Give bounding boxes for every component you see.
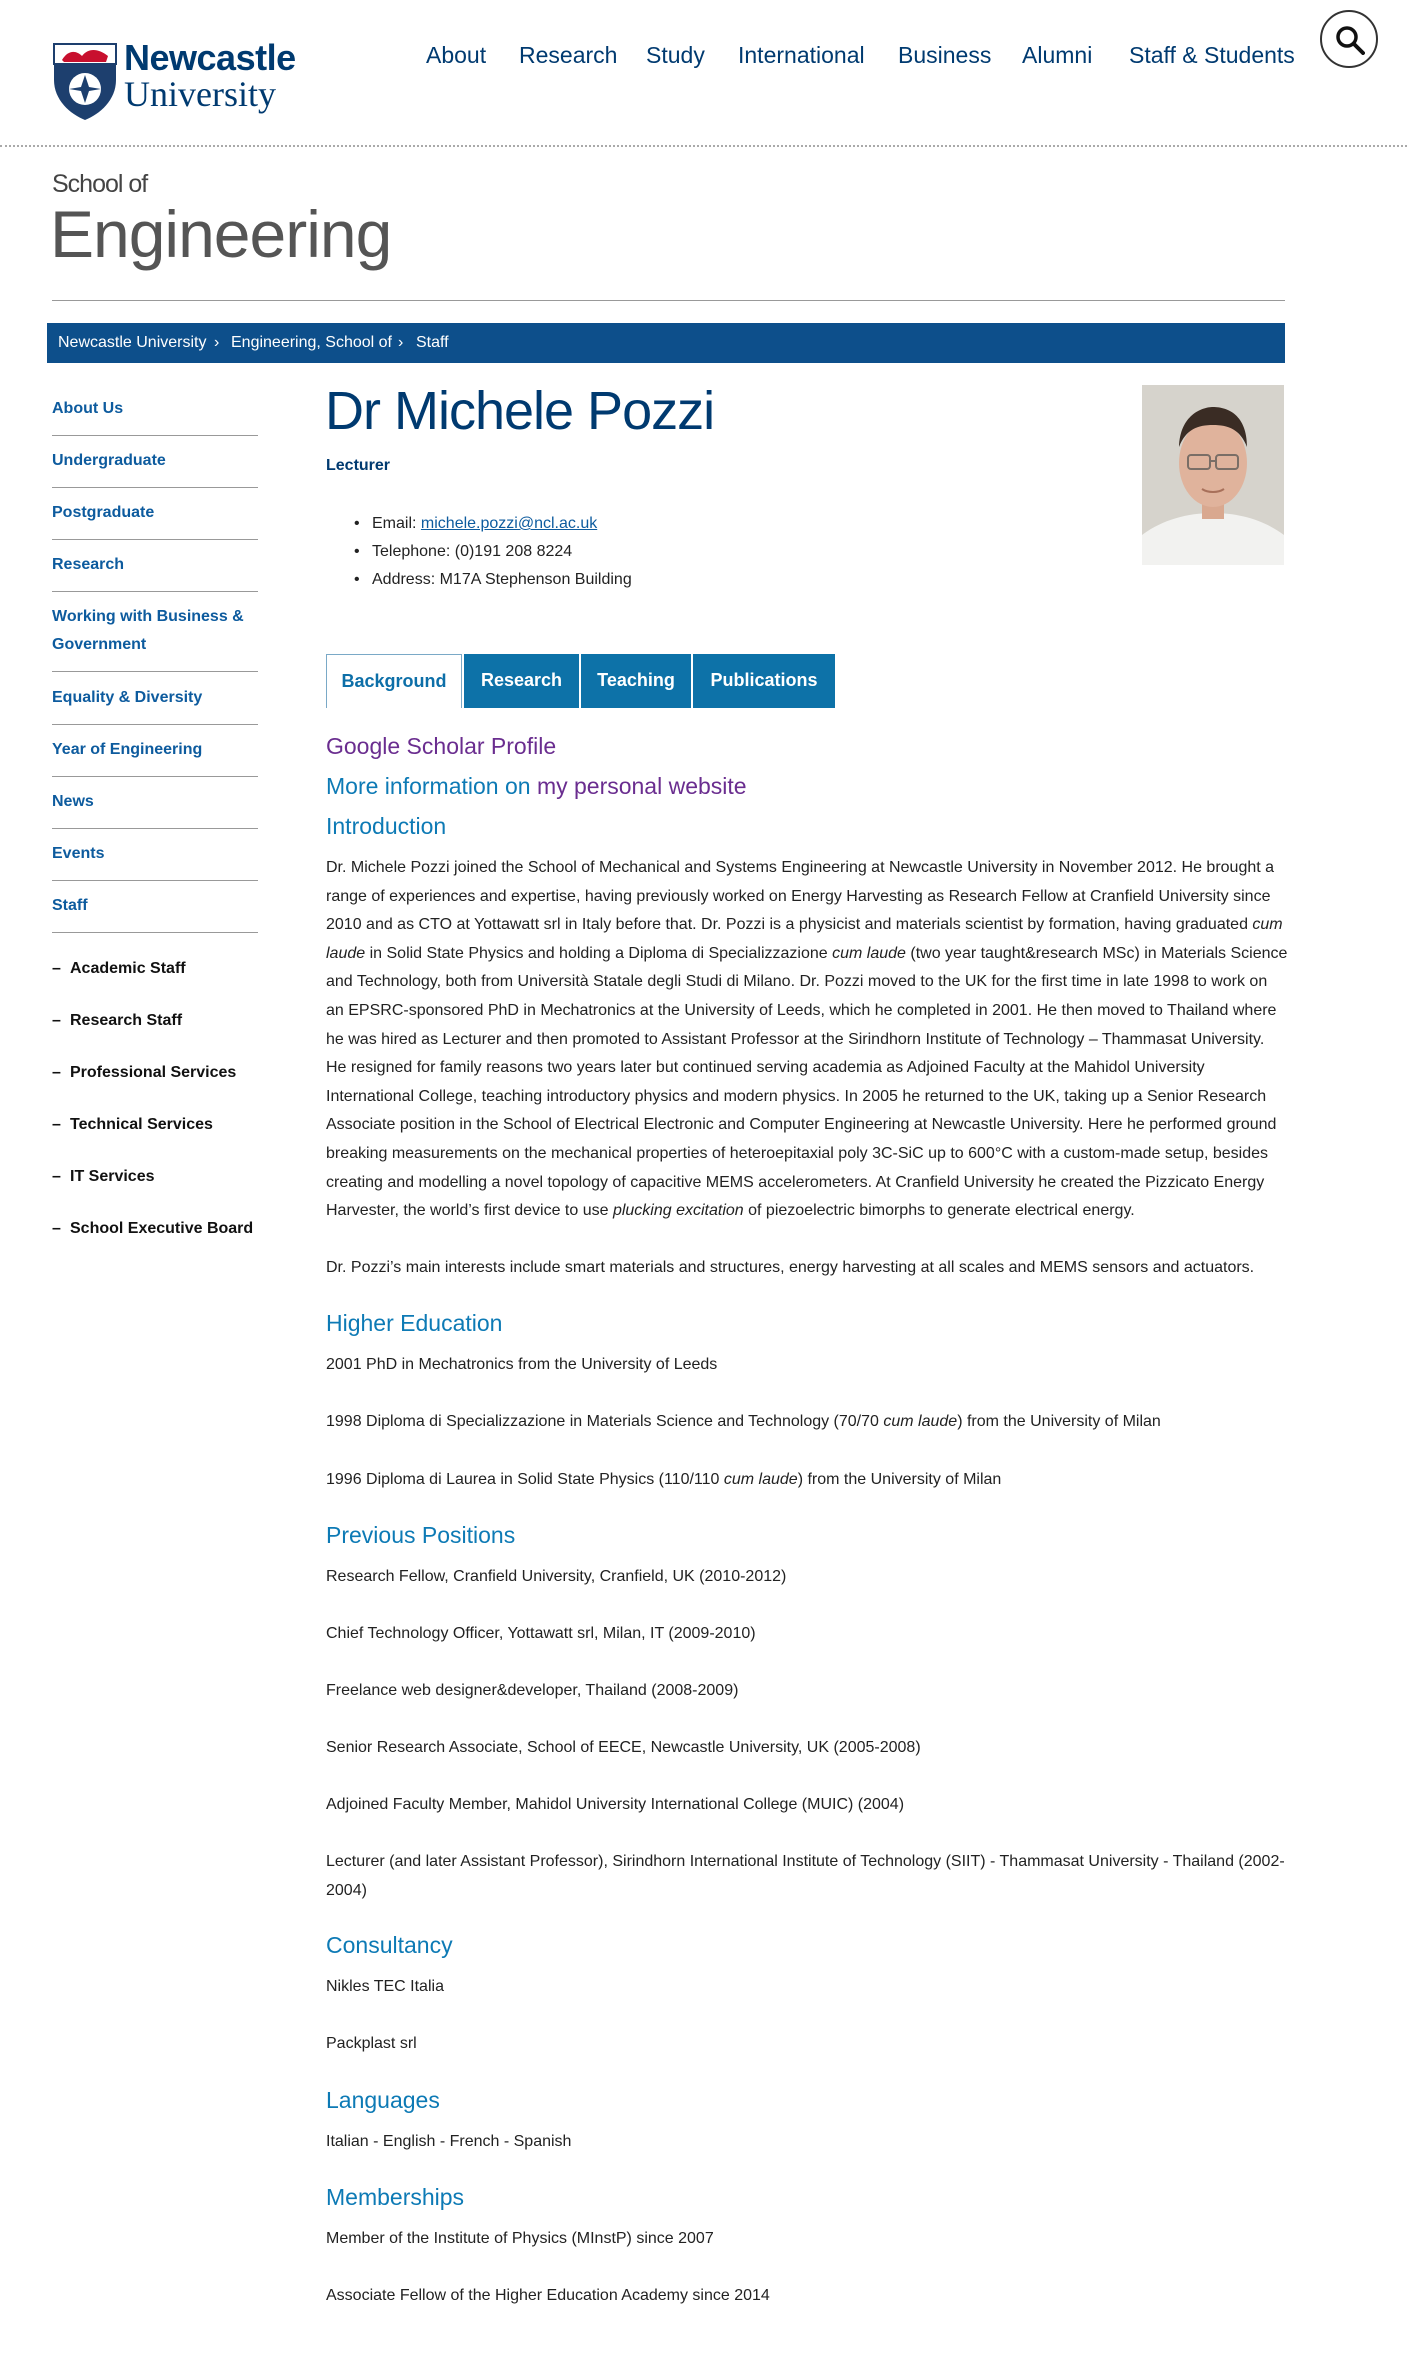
email-link[interactable]: michele.pozzi@ncl.ac.uk — [420, 515, 598, 532]
sidebar-subitem-label: Professional Services — [70, 1064, 237, 1081]
position-item: Adjoined Faculty Member, Mahidol University International College (MUIC) (2004) — [326, 1796, 905, 1813]
contact-telephone: • Telephone: (0)191 208 8224 — [354, 538, 632, 566]
intro-text: in Solid State Physics and holding a Diploma di Specializzazione — [365, 944, 833, 962]
profile-photo — [1142, 385, 1284, 565]
education-item — [326, 1466, 1288, 1495]
nav-study[interactable]: Study — [646, 42, 705, 68]
intro-text: of piezoelectric bimorphs to generate electrical energy. — [743, 1202, 1135, 1220]
sidebar-subitem-label: School Executive Board — [70, 1220, 254, 1237]
sidebar-item-staff[interactable]: Staff — [52, 892, 258, 933]
search-button[interactable] — [1320, 10, 1378, 68]
introduction-heading: Introduction — [326, 813, 447, 839]
breadcrumb-separator-icon: › — [214, 334, 220, 351]
education-text: ) from the University of Milan — [957, 1413, 1161, 1430]
sidebar-item-events[interactable]: Events — [52, 840, 258, 881]
logo-line-2: University — [124, 74, 276, 114]
sidebar-subitem-academic-staff[interactable] — [52, 958, 186, 980]
breadcrumb-university[interactable]: Newcastle University — [58, 334, 207, 351]
university-logo-text[interactable] — [124, 37, 296, 114]
nav-alumni[interactable]: Alumni — [1022, 42, 1093, 68]
breadcrumb — [47, 323, 1285, 363]
sidebar-subitem-executive-board[interactable] — [52, 1218, 253, 1240]
education-emphasis: cum laude — [883, 1413, 958, 1430]
sidebar-item-equality[interactable]: Equality & Diversity — [52, 684, 258, 725]
sidebar-subitem-label: IT Services — [70, 1168, 155, 1185]
position-item: Research Fellow, Cranfield University, Cranfield, UK (2010-2012) — [326, 1568, 787, 1585]
position-item: Lecturer (and later Assistant Professor), Sirindhorn International Institute of Technology (SIIT) - Thammasat University - Thailand (2002-2004) — [326, 1853, 1285, 1899]
consultancy-item: Packplast srl — [326, 2035, 417, 2052]
education-text: 1996 Diploma di Laurea in Solid State Physics (110/110 — [326, 1471, 724, 1488]
nav-international[interactable]: International — [738, 42, 865, 68]
membership-item: Associate Fellow of the Higher Education Academy since 2014 — [326, 2287, 770, 2304]
more-info-prefix: More information on — [326, 773, 537, 799]
email-label: Email: — [372, 515, 421, 532]
personal-website-link[interactable]: my personal website — [536, 773, 747, 799]
nav-research[interactable]: Research — [519, 42, 618, 68]
more-info-line — [326, 773, 747, 800]
memberships-heading: Memberships — [326, 2184, 465, 2210]
dash-icon: – — [52, 1012, 61, 1029]
university-crest-icon[interactable] — [52, 42, 118, 122]
tab-teaching[interactable]: Teaching — [581, 654, 691, 708]
position-item: Senior Research Associate, School of EECE, Newcastle University, UK (2005-2008) — [326, 1739, 921, 1756]
breadcrumb-engineering[interactable]: Engineering, School of — [231, 334, 392, 351]
education-item: 2001 PhD in Mechatronics from the University of Leeds — [326, 1356, 718, 1373]
breadcrumb-staff[interactable]: Staff — [416, 334, 449, 351]
previous-positions-heading: Previous Positions — [326, 1522, 516, 1548]
tab-research[interactable]: Research — [464, 654, 579, 708]
position-item: Freelance web designer&developer, Thailand (2008-2009) — [326, 1682, 739, 1699]
languages-list: Italian - English - French - Spanish — [326, 2133, 572, 2150]
school-of-label: School of — [52, 170, 148, 198]
staff-role: Lecturer — [326, 457, 391, 474]
contact-list — [354, 510, 632, 594]
languages-heading: Languages — [326, 2087, 440, 2113]
dash-icon: – — [52, 960, 61, 977]
contact-email — [354, 510, 632, 538]
school-name[interactable]: Engineering — [50, 197, 392, 271]
sidebar-item-business[interactable]: Working with Business & Government — [52, 603, 258, 672]
nav-about[interactable]: About — [426, 42, 487, 68]
education-text: 1998 Diploma di Specializzazione in Materials Science and Technology (70/70 — [326, 1413, 884, 1430]
logo-line-1: Newcastle — [124, 37, 296, 78]
sidebar-subitem-label: Academic Staff — [70, 960, 186, 977]
introduction-paragraph — [326, 854, 1288, 1226]
sidebar-subitem-label: Technical Services — [70, 1116, 213, 1133]
intro-emphasis: cum laude — [832, 944, 906, 962]
google-scholar-link[interactable]: Google Scholar Profile — [326, 733, 557, 759]
header-divider — [0, 145, 1407, 147]
position-item: Chief Technology Officer, Yottawatt srl, Milan, IT (2009-2010) — [326, 1625, 756, 1642]
intro-emphasis: cum laude — [326, 916, 1283, 962]
sidebar-item-research[interactable]: Research — [52, 551, 258, 592]
sidebar-item-about-us[interactable]: About Us — [52, 395, 258, 436]
nav-staff-students[interactable]: Staff & Students — [1129, 42, 1295, 68]
higher-education-heading: Higher Education — [326, 1310, 503, 1336]
page-title: Dr Michele Pozzi — [325, 381, 715, 441]
search-icon — [1335, 25, 1365, 55]
sidebar-subitem-professional-services[interactable] — [52, 1062, 236, 1084]
dash-icon: – — [52, 1116, 61, 1133]
contact-address: • Address: M17A Stephenson Building — [354, 566, 632, 594]
sidebar-item-year-of-engineering[interactable]: Year of Engineering — [52, 736, 258, 777]
education-emphasis: cum laude — [723, 1471, 798, 1488]
dash-icon: – — [52, 1064, 61, 1081]
school-divider — [52, 300, 1285, 301]
intro-text: Dr. Michele Pozzi joined the School of Mechanical and Systems Engineering at Newcastle University in November 2012. He brought a range of experiences and expertise, having previously worked on Energy Harvesting as Research Fellow at Cranfield University since 2010 and as CTO at Yottawatt srl in Italy before that. Dr. Pozzi is a physicist and materials scientist by formation, having graduated — [326, 859, 1275, 934]
nav-business[interactable]: Business — [898, 42, 992, 68]
interests-paragraph: Dr. Pozzi’s main interests include smart materials and structures, energy harvesting at all scales and MEMS sensors and actuators. — [326, 1259, 1255, 1276]
sidebar-item-postgraduate[interactable]: Postgraduate — [52, 499, 258, 540]
sidebar-subitem-technical-services[interactable] — [52, 1114, 213, 1136]
tab-publications[interactable]: Publications — [693, 654, 835, 708]
sidebar-subitem-label: Research Staff — [70, 1012, 183, 1029]
sidebar-subitem-it-services[interactable] — [52, 1166, 155, 1188]
intro-text: (two year taught&research MSc) in Materials Science and Technology, both from Università Statale degli Studi di Milano. Dr. Pozzi moved to the UK for the first time in late 1998 to work on an EPSRC-sponsored PhD in Mechatronics at the University of Leeds, which he completed in 2001. He then moved to Thailand where he was hired as Lecturer and then promoted to Assistant Professor at the Sirindhorn Institute of Technology – Thammasat University. He resigned for family reasons two years later but continued serving academia as Adjoined Faculty at the Mahidol University International College, teaching introductory physics and modern physics. In 2005 he returned to the UK, taking up a Senior Research Associate position in the School of Electrical Electronic and Computer Engineering at Newcastle University. Here he performed ground breaking measurements on the mechanical properties of heteroepitaxial poly 3C-SiC up to 600°C with a custom-made setup, besides creating and modelling a novel topology of capacitive MEMS accelerometers. At Cranfield University he created the Pizzicato Energy Harvester, the world’s first device to use — [326, 944, 1288, 1220]
intro-emphasis: plucking excitation — [612, 1202, 744, 1220]
consultancy-item: Nikles TEC Italia — [326, 1978, 444, 1995]
consultancy-heading: Consultancy — [326, 1932, 453, 1958]
membership-item: Member of the Institute of Physics (MInstP) since 2007 — [326, 2230, 714, 2247]
sidebar-item-undergraduate[interactable]: Undergraduate — [52, 447, 258, 488]
tab-background[interactable]: Background — [326, 654, 462, 708]
breadcrumb-separator-icon: › — [398, 334, 404, 351]
education-text: ) from the University of Milan — [797, 1471, 1002, 1488]
dash-icon: – — [52, 1168, 61, 1185]
sidebar-item-news[interactable]: News — [52, 788, 258, 829]
sidebar-subitem-research-staff[interactable] — [52, 1010, 182, 1032]
education-item — [326, 1408, 1288, 1437]
dash-icon: – — [52, 1220, 61, 1237]
